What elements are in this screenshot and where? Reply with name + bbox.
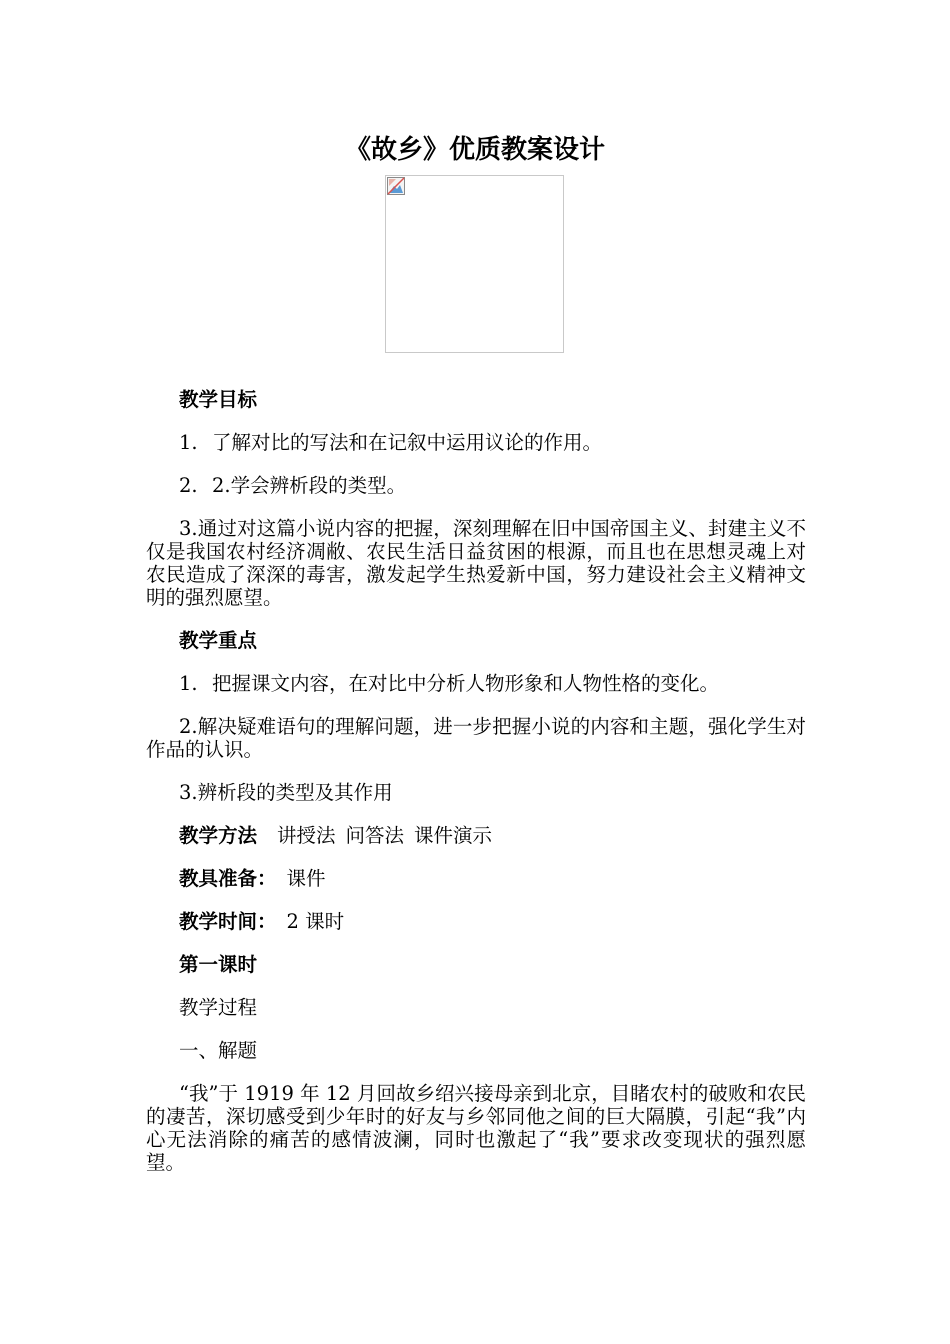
image-placeholder <box>385 175 564 353</box>
method-lecture: 讲授法 <box>277 824 336 847</box>
key-points-heading: 教学重点 <box>179 629 258 652</box>
teaching-method <box>146 824 806 847</box>
objectives-heading: 教学目标 <box>179 388 258 411</box>
key-point-3: 3.辨析段的类型及其作用 <box>179 781 393 804</box>
document-body <box>146 388 806 1194</box>
objective-2-text: 2.学会辨析段的类型。 <box>212 474 407 497</box>
objective-2-number: 2. <box>179 474 198 497</box>
process-label: 教学过程 <box>179 996 258 1019</box>
document-title: 《故乡》优质教案设计 <box>344 135 605 165</box>
objective-2 <box>146 474 806 497</box>
tools-value: 课件 <box>286 867 326 890</box>
objective-1-number: 1. <box>179 431 198 454</box>
teaching-tools <box>146 867 806 890</box>
lesson-heading: 第一课时 <box>179 953 258 976</box>
key-point-2: 2.解决疑难语句的理解问题，进一步把握小说的内容和主题，强化学生对作品的认识。 <box>146 715 806 761</box>
broken-image-icon <box>387 177 405 195</box>
step-1-heading: 一、解题 <box>179 1039 258 1062</box>
objective-1 <box>146 431 806 454</box>
step-1-paragraph: “我”于 1919 年 12 月回故乡绍兴接母亲到北京，目睹农村的破败和农民的凄苦，深切感受到少年时的好友与乡邻同他之间的巨大隔膜，引起“我”内心无法消除的痛苦的感情波澜，同时也激起了“我”要求改变现状的强烈愿望。 <box>146 1082 806 1174</box>
teaching-time <box>146 910 806 933</box>
key-point-1 <box>146 672 806 695</box>
objective-3: 3.通过对这篇小说内容的把握，深刻理解在旧中国帝国主义、封建主义不仅是我国农村经济凋敝、农民生活日益贫困的根源，而且也在思想灵魂上对农民造成了深深的毒害，激发起学生热爱新中国，努力建设社会主义精神文明的强烈愿望。 <box>146 517 806 609</box>
method-qa: 问答法 <box>345 824 405 847</box>
key-point-1-text: 把握课文内容，在对比中分析人物形象和人物性格的变化。 <box>212 672 720 695</box>
tools-label: 教具准备： <box>179 867 277 890</box>
time-value: 2 课时 <box>286 910 345 933</box>
key-point-1-number: 1. <box>179 672 198 695</box>
method-label: 教学方法 <box>179 824 258 847</box>
method-courseware: 课件演示 <box>414 824 493 847</box>
objective-1-text: 了解对比的写法和在记叙中运用议论的作用。 <box>212 431 603 454</box>
time-label: 教学时间： <box>179 910 277 933</box>
